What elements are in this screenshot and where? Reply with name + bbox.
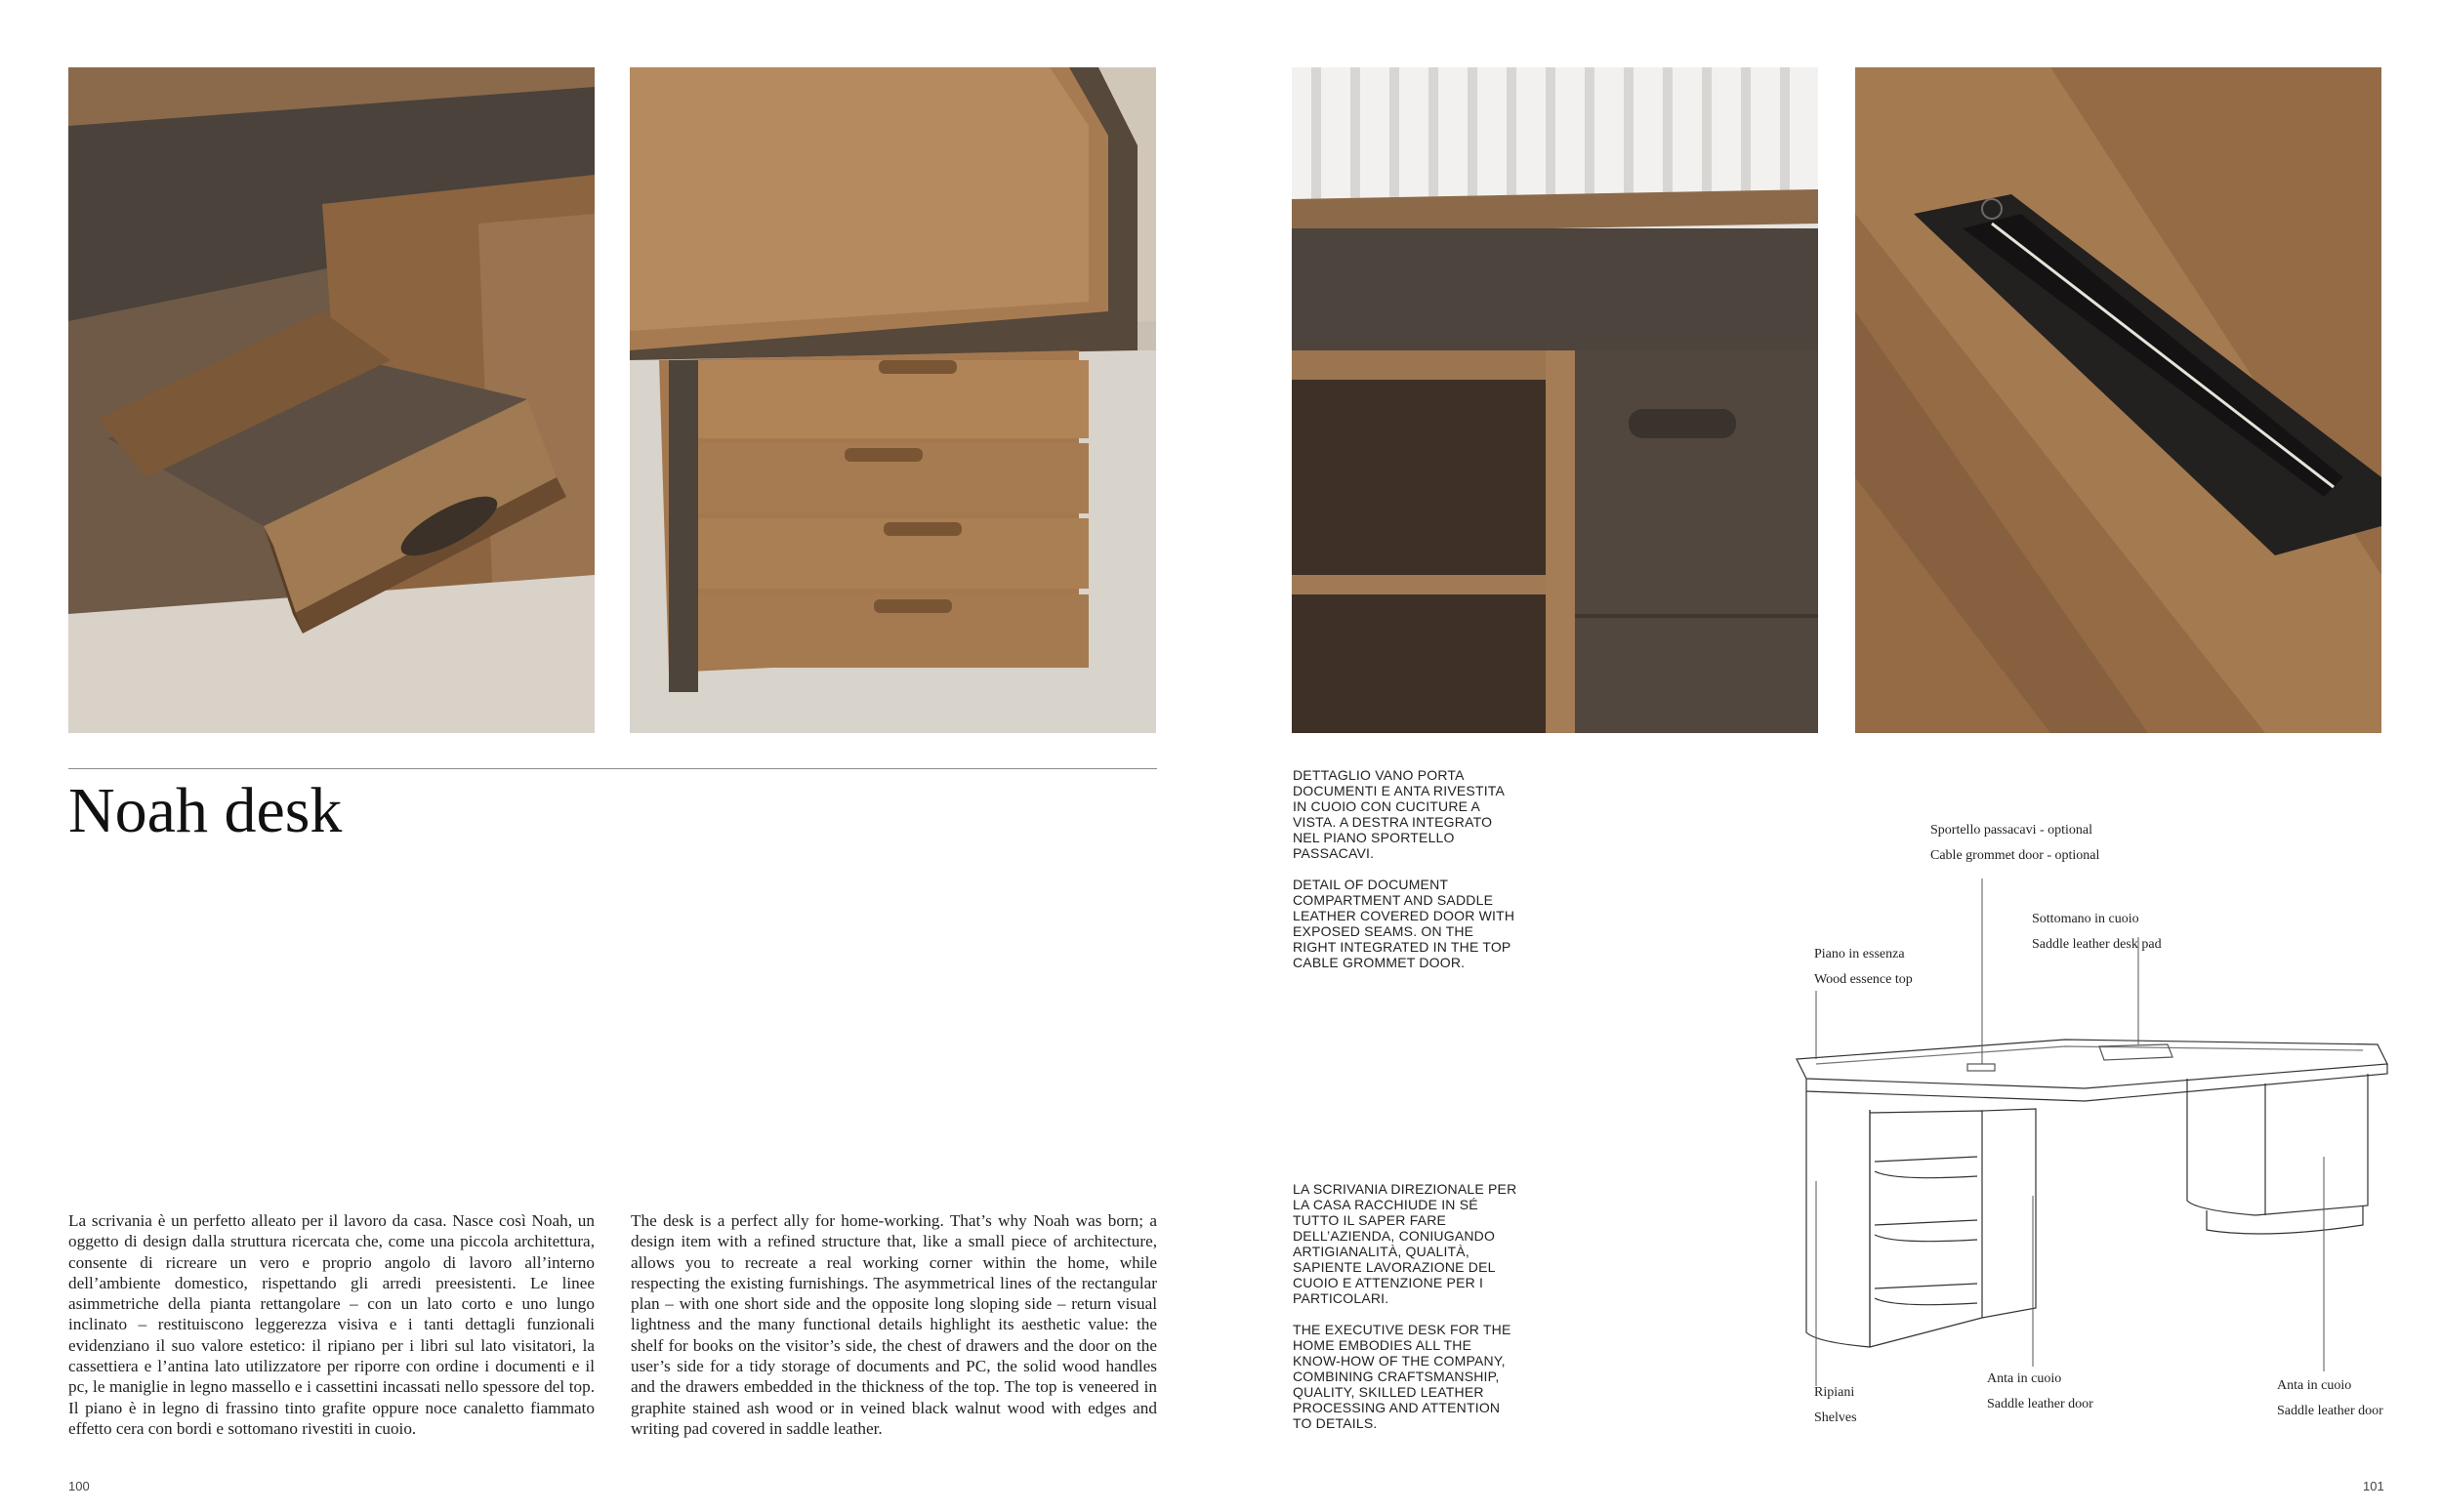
label-desk-pad-it: Sottomano in cuoio (2032, 912, 2139, 926)
label-leather-door-1-it: Anta in cuoio (1987, 1371, 2062, 1386)
label-cable-grommet-it: Sportello passacavi - optional (1930, 823, 2093, 838)
label-leather-door-1-en: Saddle leather door (1987, 1397, 2093, 1411)
label-shelves-en: Shelves (1814, 1410, 1857, 1425)
label-desk-pad-en: Saddle leather desk pad (2032, 937, 2162, 952)
title-rule (68, 768, 1157, 769)
caption-compartment-it: DETTAGLIO VANO PORTA DOCUMENTI E ANTA RIVESTITA IN CUOIO CON CUCITURE A VISTA. A DESTRA INTEGRATO NEL PIANO SPORTELLO PASSACAVI. (1293, 767, 1505, 861)
label-leather-door-2 (2277, 1378, 2383, 1419)
caption-executive-en: THE EXECUTIVE DESK FOR THE HOME EMBODIES ALL THE KNOW-HOW OF THE COMPANY, COMBINING CRAFTSMANSHIP, QUALITY, SKILLED LEATHER PROCESSING AND ATTENTION TO DETAILS. (1293, 1322, 1511, 1431)
label-desk-pad (2032, 912, 2162, 953)
caption-compartment-en: DETAIL OF DOCUMENT COMPARTMENT AND SADDLE LEATHER COVERED DOOR WITH EXPOSED SEAMS. ON THE RIGHT INTEGRATED IN THE TOP CABLE GROMMET DOOR. (1293, 877, 1515, 970)
drawer-detail-photo (68, 67, 595, 733)
page-number-left: 100 (68, 1479, 90, 1493)
label-cable-grommet (1930, 823, 2099, 864)
label-leather-door-2-it: Anta in cuoio (2277, 1378, 2352, 1393)
cable-grommet-photo (1855, 67, 2381, 733)
caption-executive (1293, 1181, 1517, 1447)
label-cable-grommet-en: Cable grommet door - optional (1930, 848, 2100, 863)
label-shelves (1814, 1385, 1857, 1426)
body-text-italian: La scrivania è un perfetto alleato per il lavoro da casa. Nasce così Noah, un oggetto di design dalla struttura ricercata che, come una piccola architettura, consente di ricreare un vero e proprio angolo di lavoro all’interno dell’ambiente domestico, rispettando gli arredi preesistenti. Le linee asimmetriche della pianta rettangolare – con un lato corto e uno lungo inclinato – restituiscono leggerezza visiva e i tanti dettagli funzionali evidenziano il suo valore estetico: il ripiano per i libri sul lato visitatori, la cassettiera e l’antina lato utilizzatore per riporre con ordine i documenti e il pc, le maniglie in legno massello e i cassettini incassati nello spessore del top. Il piano è in legno di frassino tinto grafite oppure noce canaletto fiammato effetto cera con bordi e sottomano rivestiti in cuoio. (68, 1211, 595, 1438)
label-leather-door-2-en: Saddle leather door (2277, 1404, 2383, 1418)
caption-compartment (1293, 767, 1517, 986)
label-leather-door-1 (1987, 1371, 2093, 1412)
label-wood-top-it: Piano in essenza (1814, 947, 1905, 961)
drawer-chest-photo (630, 67, 1156, 733)
label-wood-top (1814, 947, 1913, 988)
page-title: Noah desk (68, 775, 343, 846)
label-wood-top-en: Wood essence top (1814, 972, 1913, 987)
caption-executive-it: LA SCRIVANIA DIREZIONALE PER LA CASA RACCHIUDE IN SÉ TUTTO IL SAPER FARE DELL’AZIENDA, CONIUGANDO ARTIGIANALITÀ, QUALITÀ, SAPIENTE LAVORAZIONE DEL CUOIO E ATTENZIONE PER I PARTICOLARI. (1293, 1181, 1517, 1306)
label-shelves-it: Ripiani (1814, 1385, 1855, 1400)
page-number-right: 101 (2363, 1479, 2384, 1493)
compartment-detail-photo (1292, 67, 1818, 733)
body-text-english: The desk is a perfect ally for home-working. That’s why Noah was born; a design item with a refined structure that, like a small piece of architecture, allows you to recreate a real working corner within the home, while respecting the existing furnishings. The asymmetrical lines of the rectangular plan – with one short side and the opposite long sloping side – return visual lightness and the many functional details highlight its aesthetic value: the shelf for books on the visitor’s side, the chest of drawers and the door on the user’s side for a tidy storage of documents and PC, the solid wood handles and the drawers embedded in the thickness of the top. The top is veneered in graphite stained ash wood or in veined black walnut wood with edges and writing pad covered in saddle leather. (631, 1211, 1157, 1438)
